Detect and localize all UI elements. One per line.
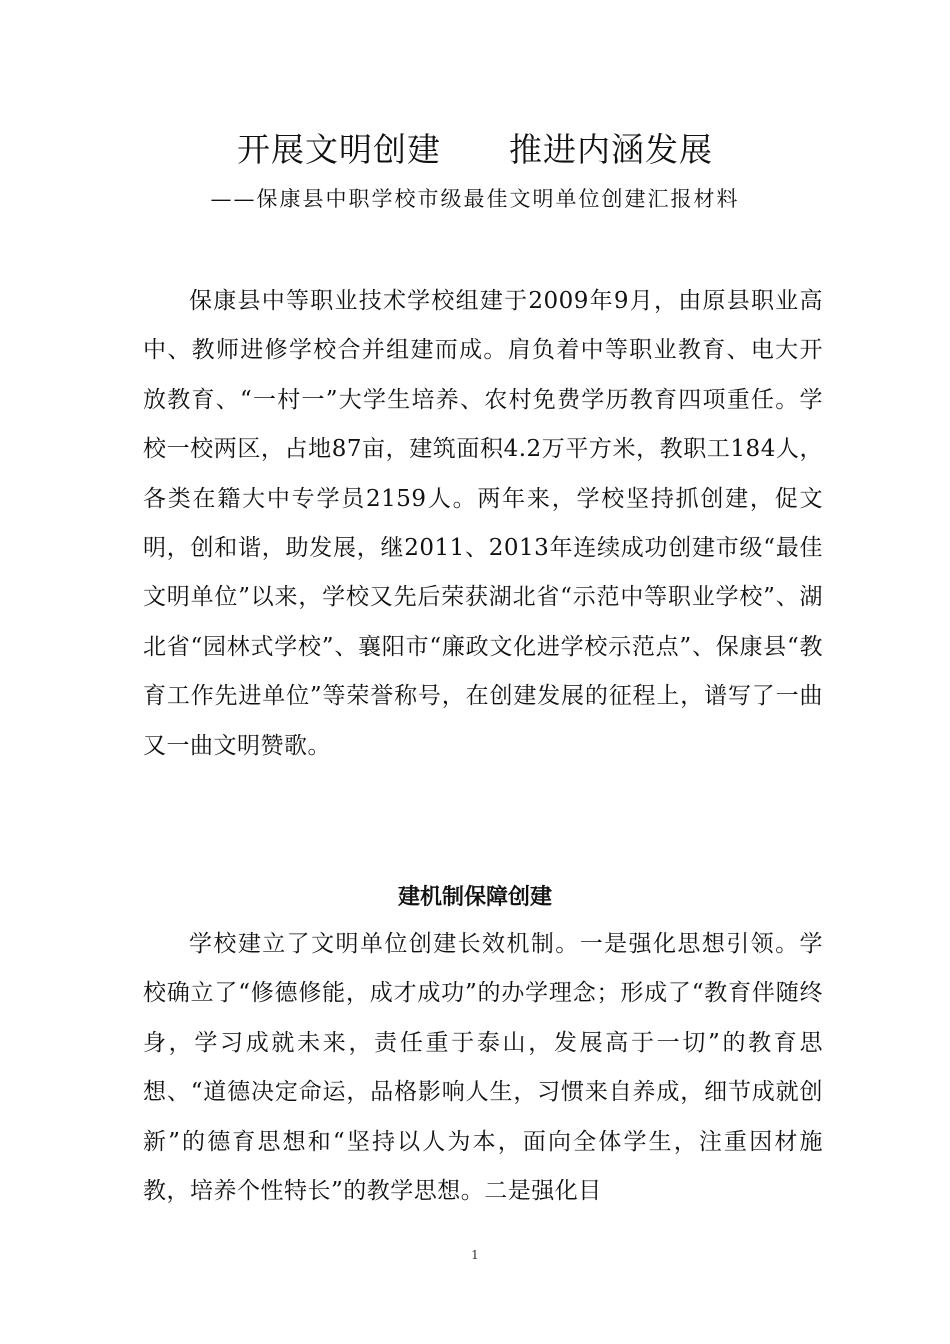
page-number: 1 bbox=[471, 1248, 479, 1262]
intro-paragraph: 保康县中等职业技术学校组建于2009年9月，由原县职业高中、教师进修学校合并组建而成。肩负着中等职业教育、电大开放教育、“一村一”大学生培养、农村免费学历教育四项重任。学校一校两区，占地87亩，建筑面积4.2万平方米，教职工184人，各类在籍大中专学员2159人。两年来，学校坚持抓创建，促文明，创和谐，助发展，继2011、2013年连续成功创建市级“最佳文明单位”以来，学校又先后荣获湖北省“示范中等职业学校”、湖北省“园林式学校”、襄阳市“廉政文化进学校示范点”、保康县“教育工作先进单位”等荣誉称号，在创建发展的征程上，谱写了一曲又一曲文明赞歌。 bbox=[143, 288, 823, 759]
document-subtitle: ——保康县中职学校市级最佳文明单位创建汇报材料 bbox=[210, 187, 740, 211]
section-paragraph: 学校建立了文明单位创建长效机制。一是强化思想引领。学校确立了“修德修能，成才成功”的办学理念；形成了“教育伴随终身，学习成就未来，责任重于泰山，发展高于一切”的教育思想、“道德决定命运，品格影响人生，习惯来自养成，细节成就创新”的德育思想和“坚持以人为本，面向全体学生，注重因材施教，培养个性特长”的教学思想。二是强化目 bbox=[143, 931, 823, 1205]
document-title: 开展文明创建 推进内涵发展 bbox=[237, 130, 713, 169]
section-heading: 建机制保障创建 bbox=[397, 885, 552, 910]
